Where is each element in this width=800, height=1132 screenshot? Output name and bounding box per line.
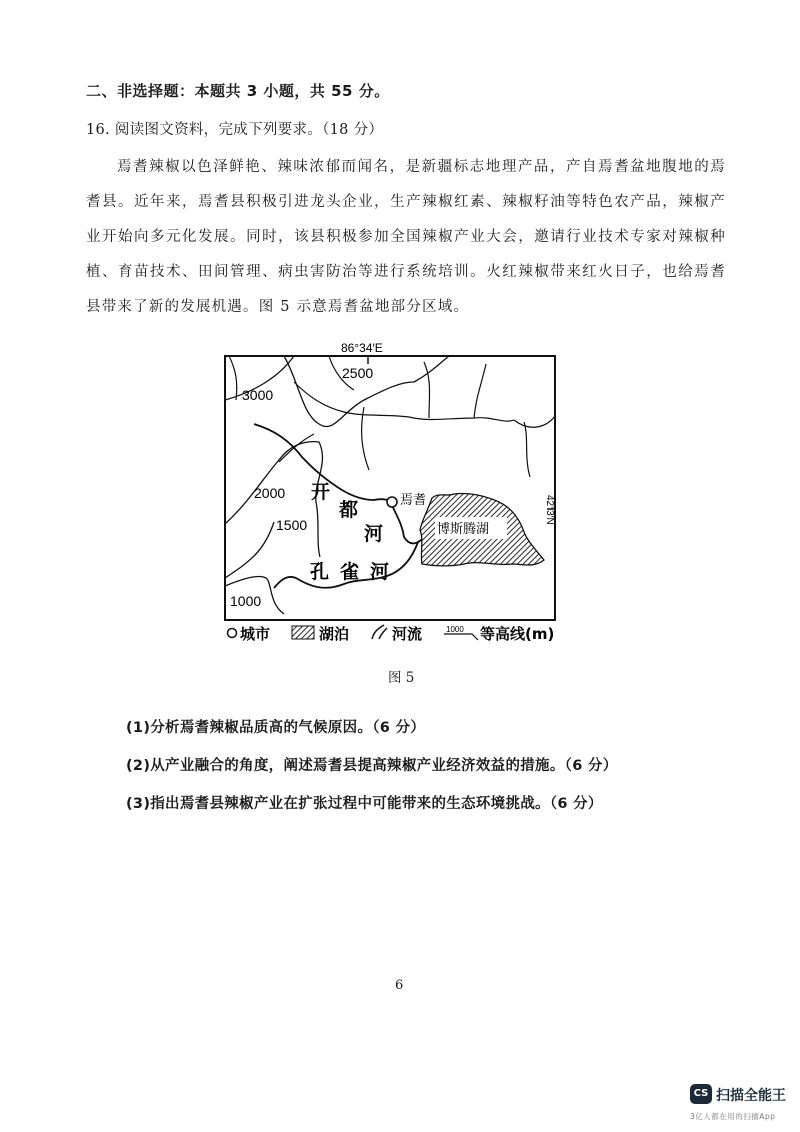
river-line [362,407,369,470]
river-char-kai: 开 [311,481,331,503]
map-figure [224,342,600,654]
legend-river-icon [372,625,387,639]
legend-contour-value: 1000 [446,625,464,634]
river-char-que: 雀 [340,561,360,583]
contour-label-2000: 2000 [254,485,286,501]
longitude-label: 86°34′E [341,342,383,355]
city-label: 焉耆 [400,493,427,508]
river-line [229,356,237,400]
contour-label-1500: 1500 [276,517,308,533]
page-number: 6 [395,978,404,993]
legend-city-label: 城市 [240,625,271,643]
passage-text: 焉耆辣椒以色泽鲜艳、辣味浓郁而闻名，是新疆标志地理产品，产自焉耆盆地腹地的焉耆县。近年来，焉耆县积极引进龙头企业，生产辣椒红素、辣椒籽油等特色农产品，辣椒产业开始向多元化发展。同时，该县积极参加全国辣椒产业大会，邀请行业技术专家对辣椒种植、育苗技术、田间管理、病虫害防治等进行系统培训。火红辣椒带来红火日子，也给焉耆县带来了新的发展机遇。图 5 示意焉耆盆地部分区域。 [86,159,726,315]
figure-caption: 图 5 [388,670,415,686]
city-marker [387,497,397,507]
contour-label-1000: 1000 [230,593,262,609]
river-line [294,382,514,421]
legend-contour-icon [444,634,478,640]
lake-label: 博斯腾湖 [437,522,490,537]
question-header: 16. 阅读图文资料，完成下列要求。（18 分） [86,122,384,138]
river-line [514,416,555,427]
river-line [474,364,486,418]
section-heading: 二、非选择题：本题共 3 小题，共 55 分。 [86,82,390,100]
river-line [424,362,430,418]
contour-label-3000: 3000 [242,387,274,403]
scanner-badge [690,1084,798,1132]
sub-question-2: (2)从产业融合的角度，阐述焉耆县提高辣椒产业经济效益的措施。（6 分） [126,758,618,774]
legend-river-label: 河流 [392,625,423,643]
legend-city-icon [228,629,237,638]
river-char-du: 都 [339,499,359,521]
river-char-he2: 河 [370,561,390,583]
contour-1500-line [225,522,274,578]
contour-label-2500: 2500 [342,365,374,381]
scanner-subtitle: 3亿人都在用的扫描App [690,1112,776,1121]
latitude-label: 42°3′N [544,495,555,525]
scanner-title: 扫描全能王 [716,1088,786,1104]
river-line [524,422,530,477]
sub-question-1: (1)分析焉耆辣椒品质高的气候原因。（6 分） [126,720,426,736]
scanner-logo-icon: CS [690,1084,712,1104]
river-char-he: 河 [364,523,384,545]
legend-lake-icon [292,626,314,639]
legend-lake-label: 湖泊 [319,625,350,643]
legend-contour-label: 等高线(m) [480,625,555,643]
map-svg [224,342,600,654]
sub-question-3: (3)指出焉耆县辣椒产业在扩张过程中可能带来的生态环境挑战。（6 分） [126,796,603,812]
river-char-kong: 孔 [310,561,330,583]
